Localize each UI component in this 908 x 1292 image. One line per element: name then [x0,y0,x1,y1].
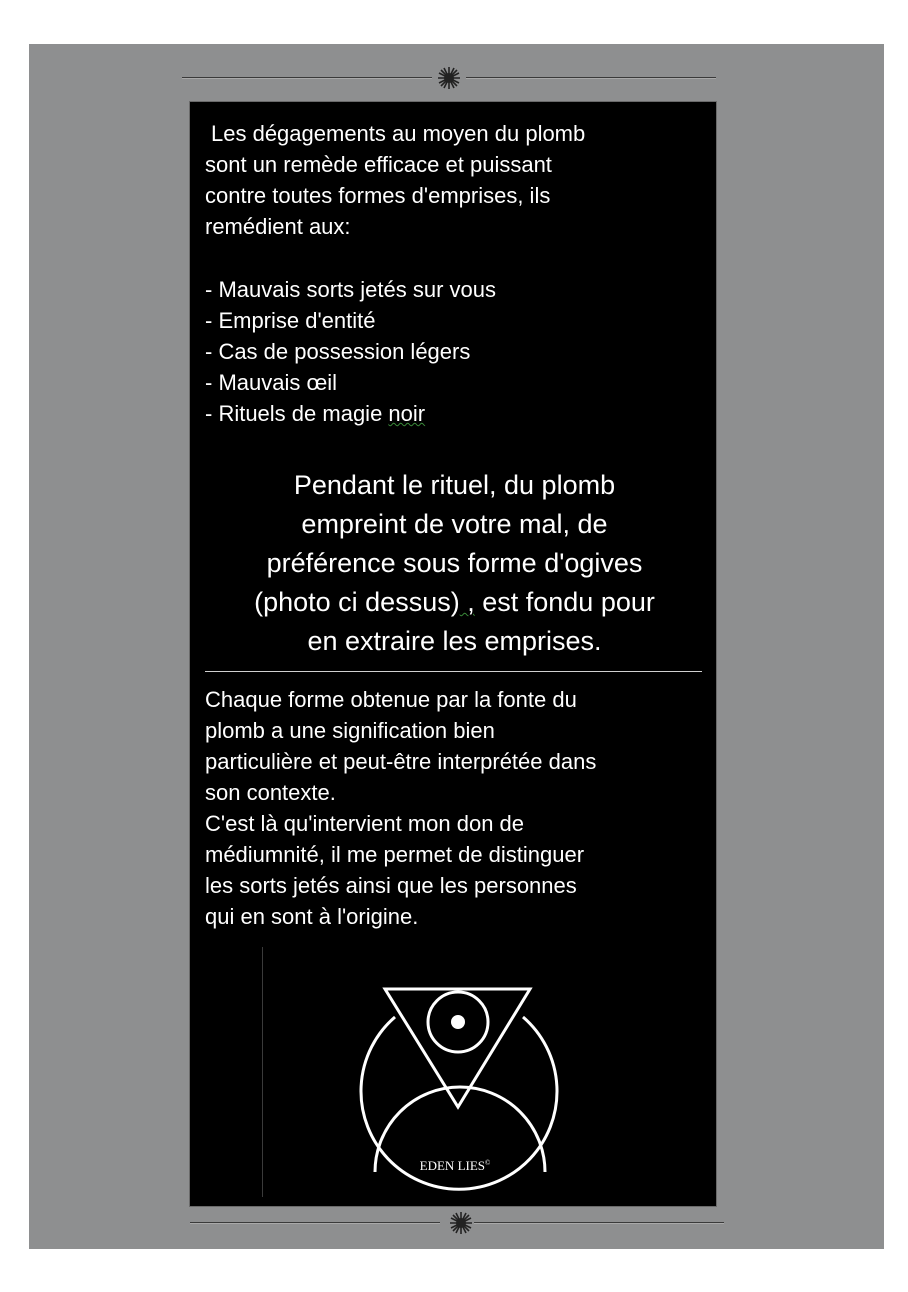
list-item [205,398,710,429]
interpretation-line: qui en sont à l'origine. [205,904,419,929]
starburst-icon [437,66,461,90]
list-item: - Mauvais sorts jetés sur vous [205,277,496,302]
intro-line: Les dégagements au moyen du plomb [211,121,586,146]
logo-text [420,1158,491,1173]
ritual-line: en extraire les emprises. [307,626,602,656]
ornament-line-right [466,77,716,78]
interpretation-line: les sorts jetés ainsi que les personnes [205,873,577,898]
ritual-line: Pendant le rituel, du plomb [293,470,616,500]
spellcheck-word: noir [388,401,426,426]
faint-vertical-line [262,947,263,1197]
top-ornament-divider [182,66,716,90]
interpretation-paragraph [205,684,710,932]
ritual-line-end: est fondu pour [474,587,655,617]
logo-mark: © [485,1159,491,1167]
list-item: - Emprise d'entité [205,308,376,333]
intro-paragraph [205,118,710,242]
intro-line: sont un remède efficace et puissant [205,152,552,177]
ornament-line-left [190,1222,440,1223]
logo-name: EDEN LIES [419,1158,486,1173]
ritual-line [254,587,655,617]
eden-lies-logo [355,982,560,1192]
intro-line: remédient aux: [205,214,351,239]
ritual-line: empreint de votre mal, de [301,509,608,539]
ornament-line-right [474,1222,724,1223]
ritual-line: préférence sous forme d'ogives [266,548,643,578]
ritual-paragraph [196,466,713,661]
section-divider [205,671,702,672]
list-item-text: - Rituels de magie [205,401,389,426]
ritual-line-start: (photo ci dessus [254,587,451,617]
intro-line: contre toutes formes d'emprises, ils [205,183,551,208]
spellcheck-comma: , [459,587,475,617]
interpretation-line: particulière et peut-être interprétée dans [205,749,597,774]
ritual-line-mark: ) [450,587,460,617]
interpretation-line: médiumnité, il me permet de distinguer [205,842,585,867]
content-panel [189,101,717,1207]
list-item: - Mauvais œil [205,370,338,395]
ailments-list [205,274,710,429]
interpretation-line: plomb a une signification bien [205,718,495,743]
inverted-triangle [385,989,530,1107]
interpretation-line: Chaque forme obtenue par la fonte du [205,687,577,712]
starburst-icon [449,1211,473,1235]
eye-pupil [451,1015,465,1029]
interpretation-line: C'est là qu'intervient mon don de [205,811,525,836]
interpretation-line: son contexte. [205,780,336,805]
bottom-ornament-divider [190,1211,724,1235]
list-item: - Cas de possession légers [205,339,471,364]
ornament-line-left [182,77,432,78]
